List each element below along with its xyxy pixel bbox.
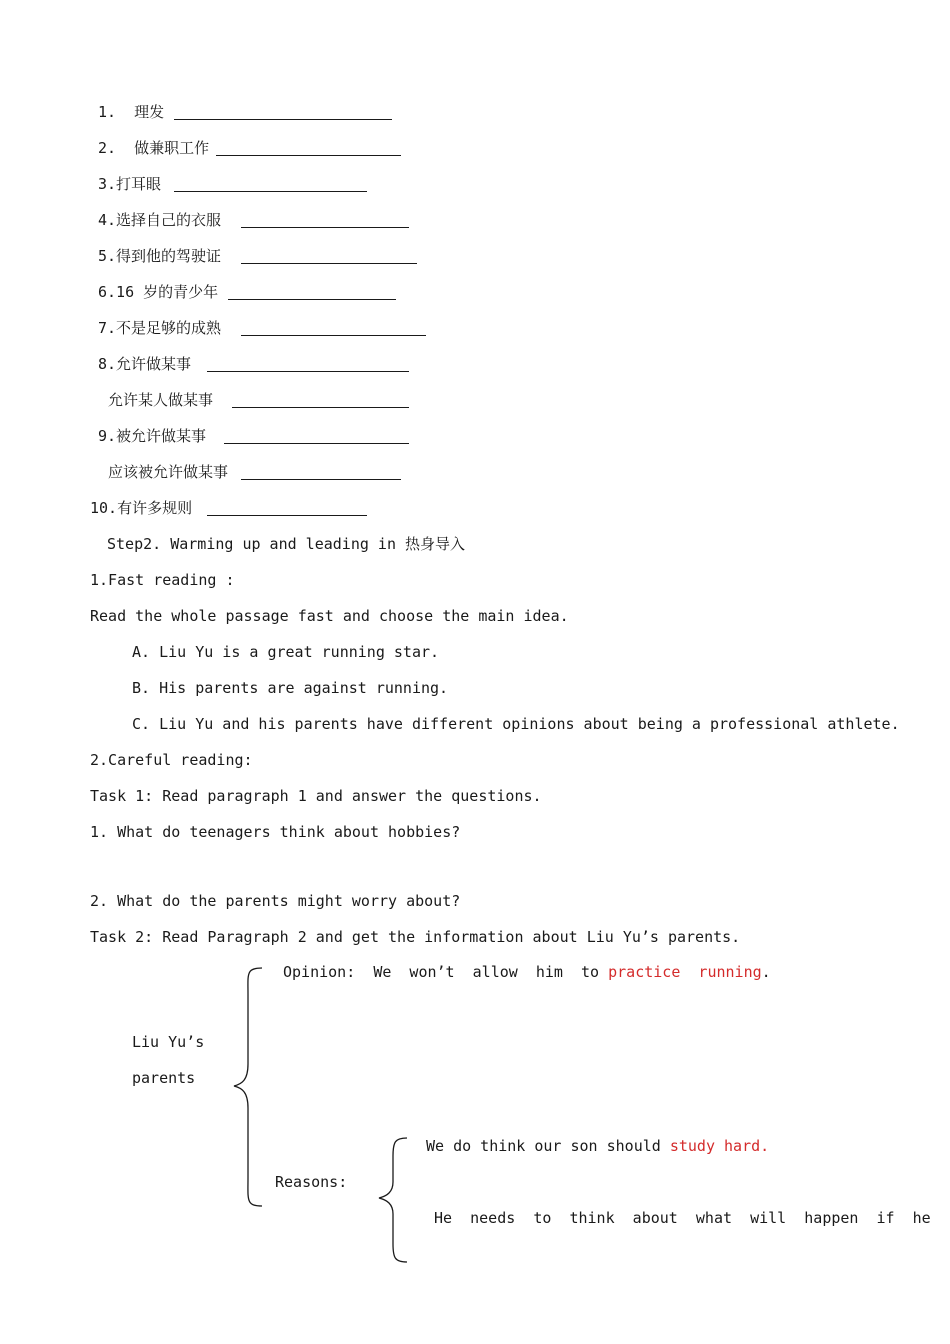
answer-blank-3[interactable] xyxy=(174,191,367,192)
option-c[interactable]: C. Liu Yu and his parents have different opinions about being a professional athlete. xyxy=(132,715,900,733)
option-b[interactable]: B. His parents are against running. xyxy=(132,679,449,697)
careful-reading-heading: 2.Careful reading: xyxy=(90,751,253,769)
vocab-item-8b: 允许某人做某事 xyxy=(108,391,214,409)
diagram-subject-line2: parents xyxy=(132,1069,196,1087)
step2-heading: Step2. Warming up and leading in 热身导入 xyxy=(107,535,466,553)
opinion-end: . xyxy=(761,963,771,981)
answer-blank-9b[interactable] xyxy=(241,479,401,480)
vocab-item-9b: 应该被允许做某事 xyxy=(108,463,229,481)
vocab-item-7: 7.不是足够的成熟 xyxy=(98,319,222,337)
large-brace-icon xyxy=(228,964,268,1210)
opinion-answer: practice running xyxy=(608,963,762,981)
vocab-item-10: 10.有许多规则 xyxy=(90,499,193,517)
answer-blank-5[interactable] xyxy=(241,263,417,264)
answer-blank-4[interactable] xyxy=(241,227,409,228)
task2-instruction: Task 2: Read Paragraph 2 and get the information about Liu Yu’s parents. xyxy=(90,928,741,946)
vocab-item-6: 6.16 岁的青少年 xyxy=(98,283,219,301)
option-a[interactable]: A. Liu Yu is a great running star. xyxy=(132,643,440,661)
reason-1-text: We do think our son should xyxy=(426,1137,670,1155)
reason-1 xyxy=(426,1136,769,1156)
fast-reading-heading: 1.Fast reading : xyxy=(90,571,235,589)
reason-1-answer: study hard. xyxy=(669,1137,770,1155)
answer-blank-6[interactable] xyxy=(228,299,396,300)
vocab-item-3: 3.打耳眼 xyxy=(98,175,162,193)
answer-blank-1[interactable] xyxy=(174,119,392,120)
reason-2: He needs to think about what will happen if he xyxy=(434,1209,931,1227)
task1-instruction: Task 1: Read paragraph 1 and answer the questions. xyxy=(90,787,542,805)
vocab-item-1: 1. 理发 xyxy=(98,103,165,121)
fast-reading-instruction: Read the whole passage fast and choose the main idea. xyxy=(90,607,569,625)
answer-blank-7[interactable] xyxy=(241,335,426,336)
small-brace-icon xyxy=(375,1134,411,1266)
answer-blank-9[interactable] xyxy=(224,443,409,444)
answer-blank-8b[interactable] xyxy=(232,407,409,408)
diagram-subject-line1: Liu Yu’s xyxy=(132,1033,205,1051)
vocab-item-2: 2. 做兼职工作 xyxy=(98,139,210,157)
vocab-item-9: 9.被允许做某事 xyxy=(98,427,207,445)
vocab-item-4: 4.选择自己的衣服 xyxy=(98,211,222,229)
question-2: 2. What do the parents might worry about? xyxy=(90,892,461,910)
question-1: 1. What do teenagers think about hobbies? xyxy=(90,823,461,841)
opinion-line xyxy=(283,962,771,982)
opinion-text: We won’t allow him to xyxy=(373,963,609,981)
reasons-label: Reasons: xyxy=(275,1173,348,1191)
vocab-item-8: 8.允许做某事 xyxy=(98,355,192,373)
opinion-label: Opinion: xyxy=(283,963,356,981)
answer-blank-8[interactable] xyxy=(207,371,409,372)
answer-blank-10[interactable] xyxy=(207,515,367,516)
answer-blank-2[interactable] xyxy=(216,155,401,156)
vocab-item-5: 5.得到他的驾驶证 xyxy=(98,247,222,265)
